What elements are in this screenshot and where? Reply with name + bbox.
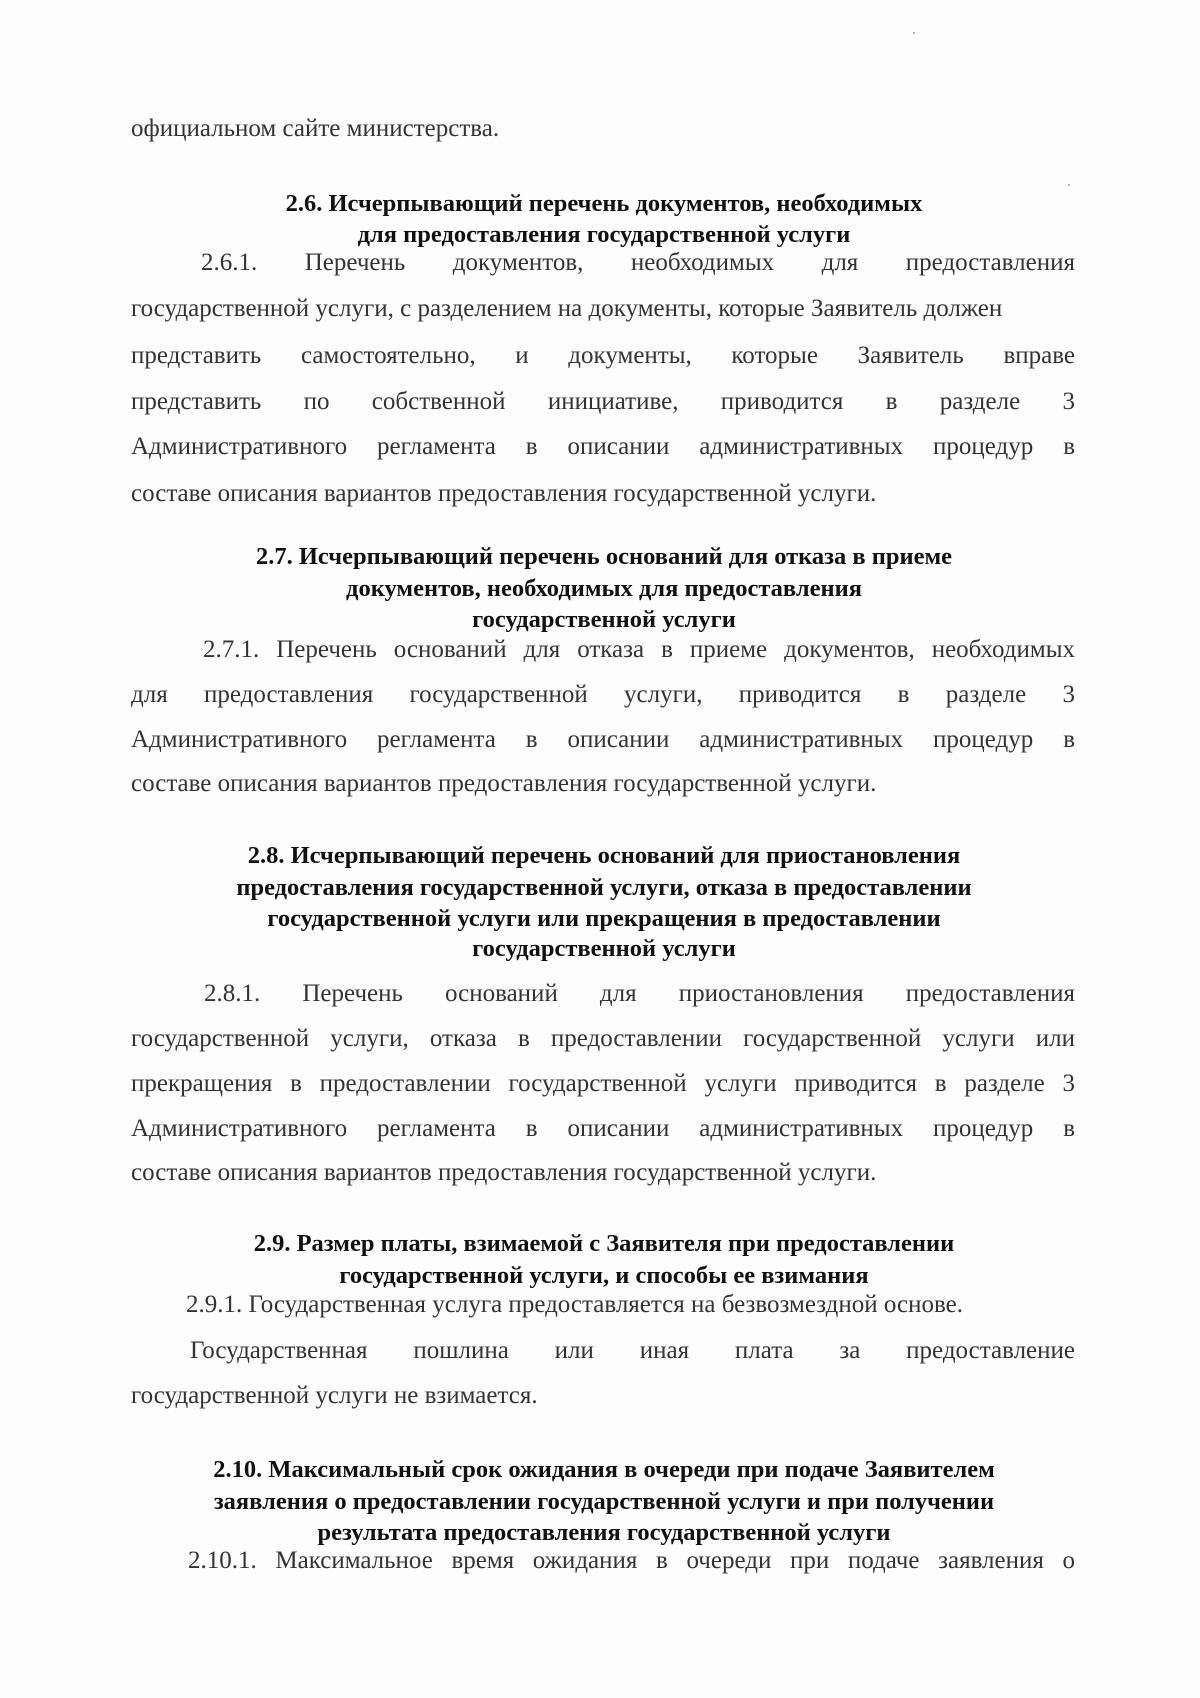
section-2-8-paragraph-line: прекращения в предоставлении государственной услуги приводится в разделе 3	[131, 1070, 1075, 1097]
intro-line: официальном сайте министерства.	[131, 115, 500, 142]
section-2-7-paragraph-line: 2.7.1. Перечень оснований для отказа в приеме документов, необходимых	[203, 636, 1075, 663]
section-2-7-paragraph-line: для предоставления государственной услуги, приводится в разделе 3	[131, 681, 1075, 708]
section-2-8-heading-line-1: 2.8. Исчерпывающий перечень оснований для приостановления	[247, 842, 961, 869]
section-2-8-heading-line-3: государственной услуги или прекращения в предоставлении	[267, 905, 941, 932]
section-2-6-paragraph-line: составе описания вариантов предоставления государственной услуги.	[131, 480, 877, 507]
section-2-6-heading-line-1: 2.6. Исчерпывающий перечень документов, необходимых	[285, 190, 923, 217]
section-2-8-paragraph-line: Административного регламента в описании административных процедур в	[131, 1115, 1075, 1142]
section-2-7-heading-line-2: документов, необходимых для предоставления	[346, 575, 862, 602]
section-2-6-paragraph-line: представить самостоятельно, и документы, которые Заявитель вправе	[131, 342, 1075, 369]
section-2-9-paragraph-line: 2.9.1. Государственная услуга предоставляется на безвозмездной основе.	[186, 1291, 963, 1318]
section-2-8-paragraph-line: составе описания вариантов предоставления государственной услуги.	[131, 1159, 877, 1186]
section-2-6-heading-line-2: для предоставления государственной услуги	[357, 221, 851, 248]
section-2-7-heading-line-3: государственной услуги	[472, 606, 736, 633]
section-2-6-paragraph-line: государственной услуги, с разделением на документы, которые Заявитель должен	[131, 295, 1003, 322]
section-2-6-paragraph-line: Административного регламента в описании административных процедур в	[131, 433, 1075, 460]
section-2-7-paragraph-line: составе описания вариантов предоставления государственной услуги.	[131, 770, 877, 797]
section-2-8-paragraph-line: государственной услуги, отказа в предоставлении государственной услуги или	[131, 1025, 1075, 1052]
section-2-8-paragraph-line: 2.8.1. Перечень оснований для приостановления предоставления	[204, 980, 1075, 1007]
section-2-9-paragraph-line: государственной услуги не взимается.	[131, 1382, 538, 1409]
section-2-10-heading-line-1: 2.10. Максимальный срок ожидания в очереди при подаче Заявителем	[213, 1456, 995, 1483]
section-2-7-paragraph-line: Административного регламента в описании административных процедур в	[131, 726, 1075, 753]
section-2-9-heading-line-2: государственной услуги, и способы ее взимания	[339, 1262, 869, 1289]
scan-speck	[1068, 184, 1070, 186]
section-2-9-heading-line-1: 2.9. Размер платы, взимаемой с Заявителя при предоставлении	[253, 1230, 955, 1257]
section-2-6-paragraph-line: 2.6.1. Перечень документов, необходимых для предоставления	[201, 249, 1075, 276]
section-2-9-paragraph-line: Государственная пошлина или иная плата за предоставление	[190, 1337, 1075, 1364]
section-2-8-heading-line-2: предоставления государственной услуги, отказа в предоставлении	[236, 874, 972, 901]
scan-speck	[913, 32, 915, 34]
section-2-10-heading-line-3: результата предоставления государственной услуги	[317, 1519, 891, 1546]
section-2-8-heading-line-4: государственной услуги	[472, 935, 736, 962]
section-2-6-paragraph-line: представить по собственной инициативе, приводится в разделе 3	[131, 388, 1075, 415]
section-2-10-paragraph-line: 2.10.1. Максимальное время ожидания в очереди при подаче заявления о	[188, 1547, 1075, 1574]
section-2-7-heading-line-1: 2.7. Исчерпывающий перечень оснований для отказа в приеме	[255, 543, 953, 570]
section-2-10-heading-line-2: заявления о предоставлении государственной услуги и при получении	[213, 1488, 995, 1515]
